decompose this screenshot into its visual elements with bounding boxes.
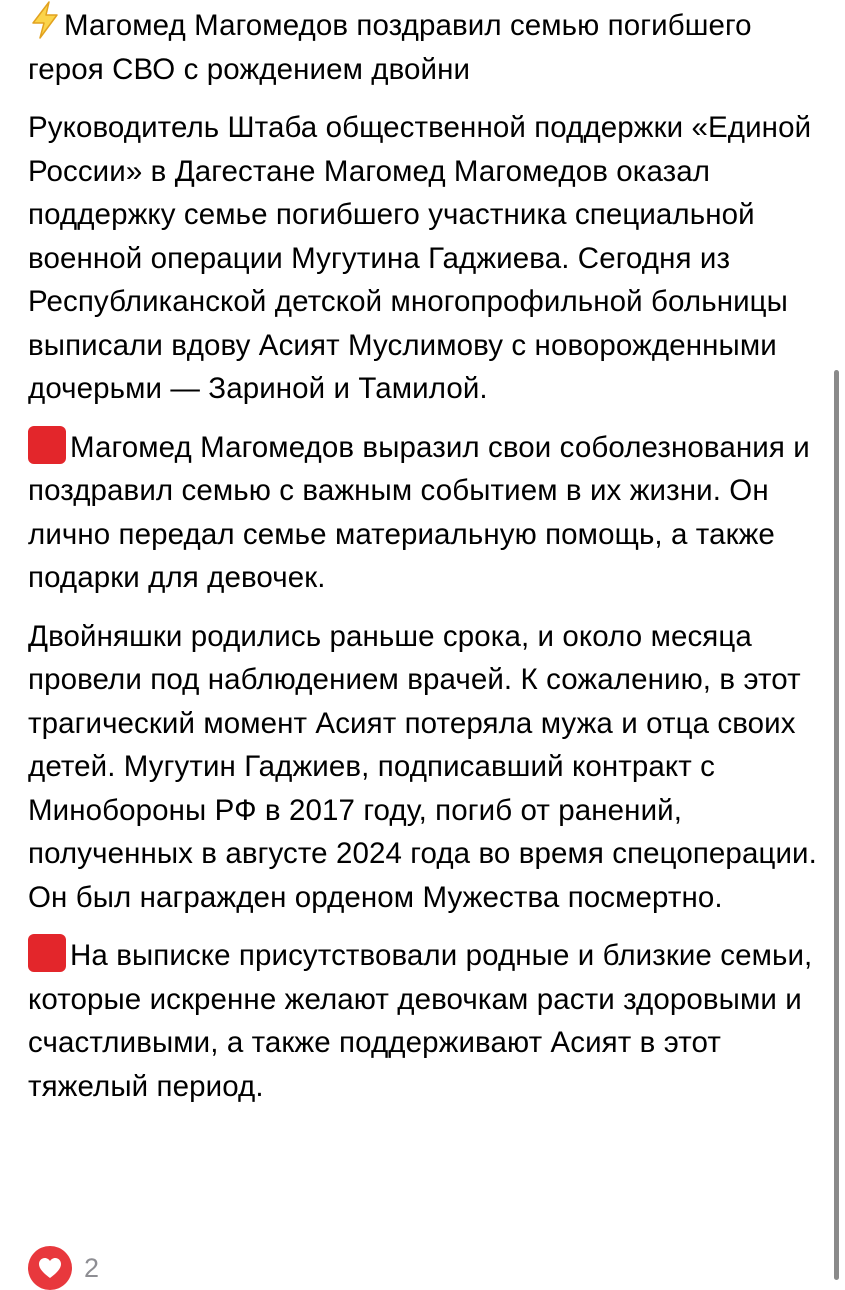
red-square-icon bbox=[28, 934, 66, 972]
post-title-text: Магомед Магомедов поздравил семью погибшего героя СВО с рождением двойни bbox=[28, 9, 752, 86]
reaction-heart[interactable] bbox=[28, 1246, 99, 1290]
red-square-icon bbox=[28, 426, 66, 464]
lightning-icon bbox=[28, 1, 62, 39]
reaction-count: 2 bbox=[84, 1252, 100, 1283]
post-paragraph-4-text: На выписке присутствовали родные и близкие семьи, которые искренне желают девочкам расти здоровыми и счастливыми, а также поддерживают Асият в этот тяжелый период. bbox=[28, 939, 813, 1103]
post-paragraph-2-text: Магомед Магомедов выразил свои соболезнования и поздравил семью с важным событием в их жизни. Он лично передал семье материальную помощь, а также подарки для девочек. bbox=[28, 430, 810, 594]
post-paragraph-2 bbox=[28, 426, 828, 600]
scrollbar[interactable] bbox=[834, 370, 839, 1280]
post-title bbox=[28, 1, 828, 91]
post-body bbox=[28, 0, 828, 1123]
post-paragraph-3: Двойняшки родились раньше срока, и около месяца провели под наблюдением врачей. К сожалению, в этот трагический момент Асият потеряла мужа и отца своих детей. Мугутин Гаджиев, подписавший контракт с Минобороны РФ в 2017 году, погиб от ранений, полученных в августе 2024 года во время спецоперации. Он был награжден орденом Мужества посмертно. bbox=[28, 619, 817, 914]
post-paragraph-1: Руководитель Штаба общественной поддержки «Единой России» в Дагестане Магомед Магомедов оказал поддержку семье погибшего участника специальной военной операции Мугутина Гаджиева. Сегодня из Республиканской детской многопрофильной больницы выписали вдову Асият Муслимову с новорожденными дочерьми — Зариной и Тамилой. bbox=[28, 111, 812, 405]
heart-icon[interactable] bbox=[28, 1246, 72, 1290]
post-paragraph-4 bbox=[28, 934, 828, 1108]
